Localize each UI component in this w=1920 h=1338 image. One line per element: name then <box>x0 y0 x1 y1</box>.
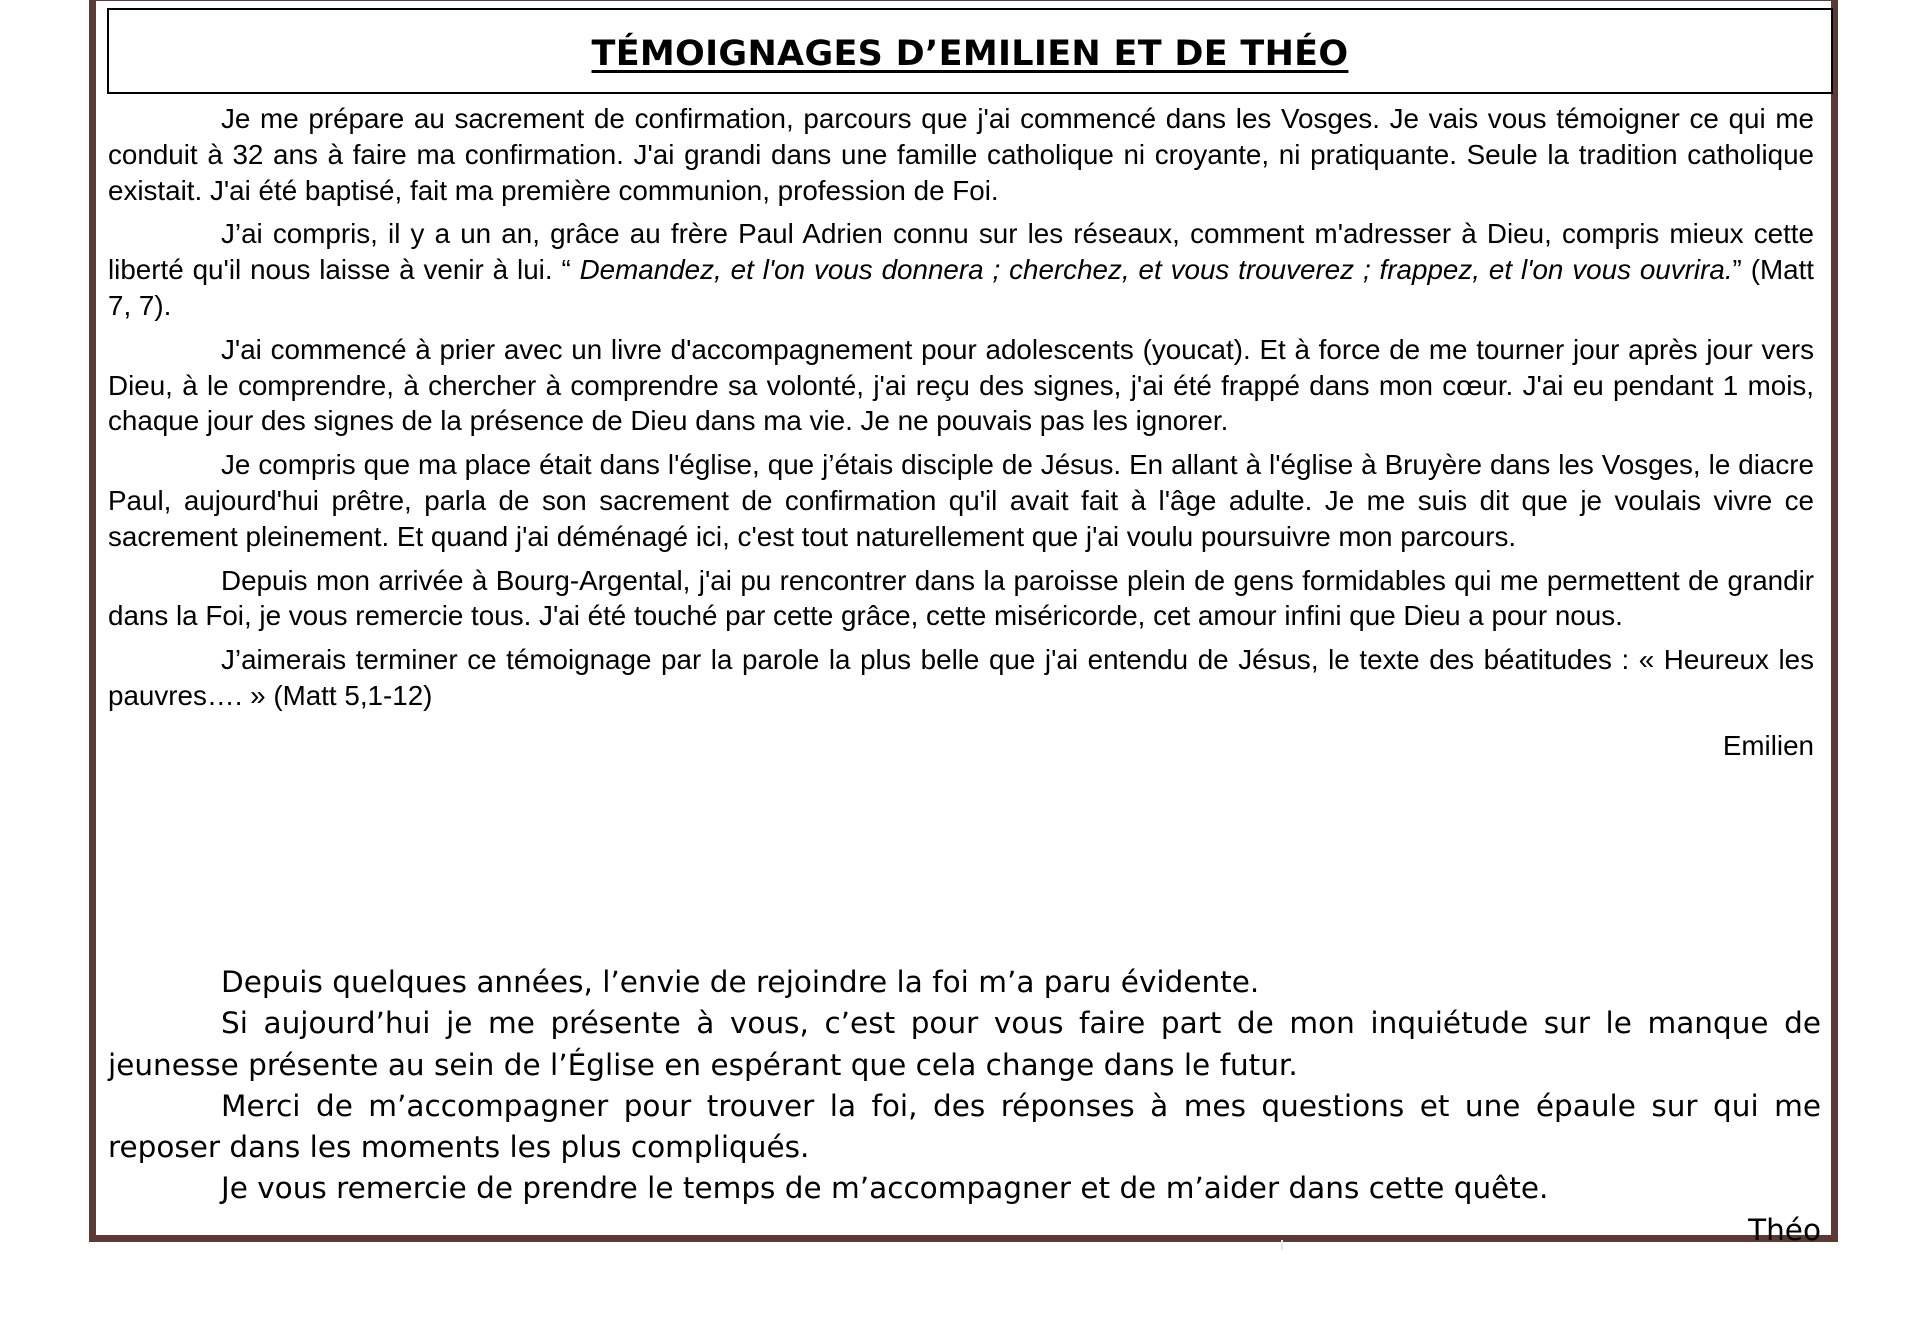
theo-paragraph-2: Si aujourd’hui je me présente à vous, c’est pour vous faire part de mon inquiétude sur le manque de jeunesse présente au sein de l’Église en espérant que cela change dans le futur. <box>108 1006 1821 1082</box>
page-seam-mark <box>1281 1240 1283 1250</box>
theo-paragraph-1: Depuis quelques années, l’envie de rejoindre la foi m’a paru évidente. <box>221 965 1260 999</box>
theo-paragraph-3: Merci de m’accompagner pour trouver la foi, des réponses à mes questions et une épaule sur qui me reposer dans les moments les plus compliqués. <box>108 1088 1821 1165</box>
emilien-paragraph-2-reference: ” (Matt 7, 7). <box>108 254 1815 321</box>
theo-signature: Théo <box>1748 1212 1821 1247</box>
emilien-paragraph-1: Je me prépare au sacrement de confirmation, parcours que j'ai commencé dans les Vosges. Je vais vous témoigner ce qui me conduit à 32 ans à faire ma confirmation. J'ai grandi dans une famille catholique ni croyante, ni pratiquante. Seule la tradition catholique existait. J'ai été baptisé, fait ma première communion, profession de Foi. <box>108 103 1814 206</box>
emilien-paragraph-3: J'ai commencé à prier avec un livre d'accompagnement pour adolescents (youcat). Et à force de me tourner jour après jour vers Dieu, à le comprendre, à chercher à comprendre sa volonté, j'ai reçu des signes, j'ai été frappé dans mon cœur. J'ai eu pendant 1 mois, chaque jour des signes de la présence de Dieu dans ma vie. Je ne pouvais pas les ignorer. <box>108 333 1814 437</box>
testimony-frame <box>89 0 1838 1247</box>
emilien-paragraph-2-text: J’ai compris, il y a un an, grâce au frère Paul Adrien connu sur les réseaux, comment m'adresser à Dieu, compris mieux cette liberté qu'il nous laisse à venir à lui. “ <box>108 218 1814 286</box>
bible-quote-matt-7-7: Demandez, et l'on vous donnera ; cherchez, et vous trouverez ; frappez, et l'on vous ouvrira. <box>579 254 1733 286</box>
emilien-testimony <box>108 101 1814 772</box>
theo-paragraph-4: Je vous remercie de prendre le temps de m’accompagner et de m’aider dans cette quête. <box>221 1171 1549 1206</box>
emilien-signature: Emilien <box>1722 729 1814 761</box>
emilien-paragraph-4: Je compris que ma place était dans l'église, que j’étais disciple de Jésus. En allant à l'église à Bruyère dans les Vosges, le diacre Paul, aujourd'hui prêtre, parla de son sacrement de confirmation qu'il avait fait à l'âge adulte. Je me suis dit que je voulais vivre ce sacrement pleinement. Et quand j'ai déménagé ici, c'est tout naturellement que j'ai voulu poursuivre mon parcours. <box>108 449 1814 552</box>
title-box <box>107 8 1833 94</box>
theo-testimony <box>108 962 1821 1251</box>
emilien-paragraph-2 <box>108 216 1814 323</box>
emilien-paragraph-5: Depuis mon arrivée à Bourg-Argental, j'ai pu rencontrer dans la paroisse plein de gens formidables qui me permettent de grandir dans la Foi, je vous remercie tous. J'ai été touché par cette grâce, cette miséricorde, cet amour infini que Dieu a pour nous. <box>108 564 1814 632</box>
page-title: TÉMOIGNAGES D’EMILIEN ET DE THÉO <box>591 34 1349 74</box>
emilien-paragraph-6: J’aimerais terminer ce témoignage par la parole la plus belle que j'ai entendu de Jésus, le texte des béatitudes : « Heureux les pauvres…. » (Matt 5,1-12) <box>108 644 1814 711</box>
